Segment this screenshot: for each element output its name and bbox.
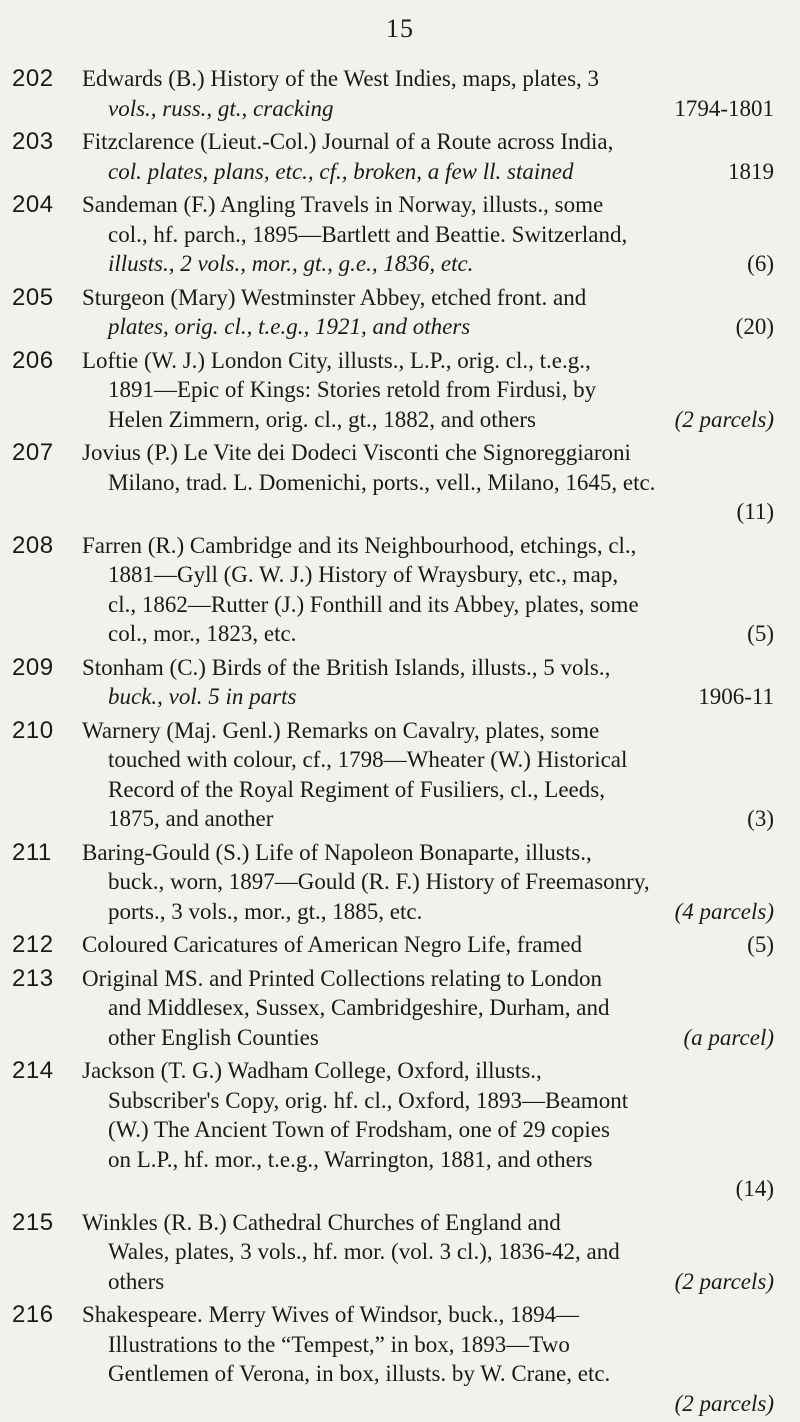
lot-description [82, 190, 774, 279]
lot-quantity: (4 parcels) [674, 898, 774, 924]
description-line [82, 283, 774, 313]
lot-number: 202 [12, 65, 54, 92]
description-line [82, 468, 774, 498]
lot-number: 209 [12, 653, 54, 681]
lot-number: 210 [12, 716, 54, 744]
catalogue-lot [0, 1300, 800, 1418]
line-text: Loftie (W. J.) London City, illusts., L.P., orig. cl., t.e.g., [82, 347, 591, 373]
description-line [82, 497, 774, 527]
lot-description [82, 438, 774, 527]
description-line [82, 775, 774, 805]
lot-quantity: (2 parcels) [674, 406, 774, 432]
description-line [82, 897, 774, 927]
line-text: Helen Zimmern, orig. cl., gt., 1882, and others [108, 406, 536, 432]
line-text: buck., vol. 5 in parts [108, 684, 297, 709]
catalogue-lot [0, 1208, 800, 1297]
description-line [82, 127, 774, 157]
catalogue-lot [0, 930, 800, 960]
line-text: (W.) The Ancient Town of Frodsham, one of 29 copies [108, 1117, 610, 1142]
line-text: Jackson (T. G.) Wadham College, Oxford, illusts., [82, 1058, 542, 1083]
line-text: Illustrations to the “Tempest,” in box, 1893—Two [108, 1331, 570, 1357]
line-text: Record of the Royal Regiment of Fusiliers, cl., Leeds, [108, 776, 605, 802]
description-line [82, 64, 774, 94]
lot-quantity: (a parcel) [683, 1024, 774, 1050]
description-line [82, 220, 774, 250]
lot-number: 211 [12, 838, 52, 866]
line-text: col., hf. parch., 1895—Bartlett and Beattie. Switzerland, [108, 221, 628, 247]
catalogue-lot [0, 964, 800, 1053]
description-line [82, 964, 774, 994]
description-line [82, 1267, 774, 1297]
line-text: col. plates, plans, etc., cf., broken, a few ll. stained [108, 158, 574, 184]
line-text: Subscriber's Copy, orig. hf. cl., Oxford, 1893—Beamont [108, 1087, 629, 1113]
lot-description [82, 346, 774, 435]
line-text: Original MS. and Printed Collections relating to London [82, 965, 602, 991]
line-text: illusts., 2 vols., mor., gt., g.e., 1836, etc. [108, 251, 474, 276]
description-line [82, 249, 774, 279]
line-text: plates, orig. cl., t.e.g., 1921, and others [108, 314, 471, 339]
description-line [82, 1389, 774, 1419]
line-text: Shakespeare. Merry Wives of Windsor, buck., 1894— [82, 1302, 580, 1327]
lot-quantity: (2 parcels) [674, 1390, 774, 1416]
description-line [82, 1208, 774, 1238]
lot-description [82, 64, 774, 123]
lot-quantity: (2 parcels) [674, 1268, 774, 1294]
line-text: 1875, and another [108, 806, 274, 831]
lot-number: 216 [12, 1301, 54, 1328]
line-text: touched with colour, cf., 1798—Wheater (W.) Historical [108, 747, 628, 772]
lot-quantity: 1819 [728, 158, 774, 184]
catalogue-lot [0, 190, 800, 279]
lot-quantity: (3) [747, 806, 774, 831]
lot-quantity: (5) [747, 932, 774, 957]
description-line [82, 838, 774, 868]
line-text: vols., russ., gt., cracking [108, 95, 334, 121]
line-text [108, 1391, 114, 1416]
lot-description [82, 838, 774, 927]
description-line [82, 157, 774, 187]
lot-description [82, 531, 774, 649]
catalogue-lot [0, 127, 800, 186]
description-line [82, 619, 774, 649]
lot-description [82, 653, 774, 712]
line-text: Coloured Caricatures of American Negro Life, framed [82, 932, 583, 957]
line-text: others [108, 1268, 165, 1294]
description-line [82, 1145, 774, 1175]
page-number: 15 [386, 14, 414, 43]
lot-quantity: 1794-1801 [674, 95, 774, 121]
description-line [82, 1359, 774, 1389]
line-text: Sturgeon (Mary) Westminster Abbey, etched front. and [82, 284, 587, 310]
catalogue-lot [0, 531, 800, 649]
description-line [82, 1330, 774, 1360]
lot-list [0, 64, 800, 1422]
line-text: col., mor., 1823, etc. [108, 621, 297, 646]
line-text: 1881—Gyll (G. W. J.) History of Wraysbury, etc., map, [108, 562, 619, 587]
description-line [82, 590, 774, 620]
lot-description [82, 1300, 774, 1418]
description-line [82, 1115, 774, 1145]
lot-quantity: (11) [736, 499, 774, 524]
lot-number: 204 [12, 191, 54, 218]
lot-description [82, 930, 774, 960]
catalogue-lot [0, 838, 800, 927]
description-line [82, 867, 774, 897]
lot-number: 215 [12, 1208, 54, 1236]
line-text: Edwards (B.) History of the West Indies, maps, plates, 3 [82, 66, 600, 91]
description-line [82, 993, 774, 1023]
line-text: Jovius (P.) Le Vite dei Dodeci Visconti che Signoreggiaroni [82, 440, 631, 465]
lot-quantity: 1906-11 [698, 684, 774, 709]
catalogue-lot [0, 716, 800, 834]
description-line [82, 438, 774, 468]
description-line [82, 1300, 774, 1330]
description-line [82, 716, 774, 746]
line-text: ports., 3 vols., mor., gt., 1885, etc. [108, 898, 423, 924]
description-line [82, 745, 774, 775]
line-text: Wales, plates, 3 vols., hf. mor. (vol. 3 cl.), 1836-42, and [108, 1239, 620, 1264]
lot-quantity: (5) [747, 621, 774, 646]
line-text: Farren (R.) Cambridge and its Neighbourhood, etchings, cl., [82, 532, 637, 558]
catalogue-lot [0, 438, 800, 527]
line-text: Milano, trad. L. Domenichi, ports., vell., Milano, 1645, etc. [108, 469, 656, 495]
line-text: Stonham (C.) Birds of the British Islands, illusts., 5 vols., [82, 654, 611, 680]
lot-number: 212 [12, 931, 54, 958]
description-line [82, 1056, 774, 1086]
lot-description [82, 716, 774, 834]
description-line [82, 346, 774, 376]
description-line [82, 190, 774, 220]
lot-description [82, 1056, 774, 1204]
line-text: 1891—Epic of Kings: Stories retold from Firdusi, by [108, 377, 597, 402]
lot-number: 206 [12, 346, 54, 374]
lot-quantity: (20) [735, 314, 774, 339]
description-line [82, 312, 774, 342]
description-line [82, 560, 774, 590]
description-line [82, 94, 774, 124]
line-text: Winkles (R. B.) Cathedral Churches of England and [82, 1209, 561, 1235]
catalogue-lot [0, 64, 800, 123]
description-line [82, 1086, 774, 1116]
line-text: other English Counties [108, 1024, 319, 1050]
description-line [82, 375, 774, 405]
lot-quantity: (14) [735, 1176, 774, 1201]
line-text: Sandeman (F.) Angling Travels in Norway, illusts., some [82, 192, 604, 217]
line-text: Warnery (Maj. Genl.) Remarks on Cavalry, plates, some [82, 717, 600, 743]
lot-number: 213 [12, 964, 54, 992]
description-line [82, 653, 774, 683]
description-line [82, 804, 774, 834]
lot-number: 205 [12, 283, 54, 311]
description-line [82, 1174, 774, 1204]
catalogue-lot [0, 283, 800, 342]
lot-number: 207 [12, 439, 54, 466]
description-line [82, 682, 774, 712]
line-text: and Middlesex, Sussex, Cambridgeshire, Durham, and [108, 995, 610, 1020]
lot-description [82, 1208, 774, 1297]
line-text: buck., worn, 1897—Gould (R. F.) History of Freemasonry, [108, 869, 650, 894]
lot-description [82, 283, 774, 342]
line-text: on L.P., hf. mor., t.e.g., Warrington, 1881, and others [108, 1146, 593, 1172]
lot-description [82, 964, 774, 1053]
line-text: Baring-Gould (S.) Life of Napoleon Bonaparte, illusts., [82, 839, 592, 865]
lot-number: 208 [12, 531, 54, 559]
lot-quantity: (6) [747, 251, 774, 276]
catalogue-lot [0, 346, 800, 435]
line-text: cl., 1862—Rutter (J.) Fonthill and its Abbey, plates, some [108, 591, 639, 617]
description-line [82, 930, 774, 960]
lot-number: 203 [12, 128, 54, 155]
line-text: Fitzclarence (Lieut.-Col.) Journal of a Route across India, [82, 129, 614, 154]
lot-number: 214 [12, 1057, 54, 1084]
catalogue-lot [0, 653, 800, 712]
line-text [108, 499, 114, 524]
line-text [108, 1176, 114, 1201]
description-line [82, 405, 774, 435]
lot-description [82, 127, 774, 186]
description-line [82, 531, 774, 561]
catalogue-lot [0, 1056, 800, 1204]
line-text: Gentlemen of Verona, in box, illusts. by W. Crane, etc. [108, 1361, 611, 1386]
description-line [82, 1023, 774, 1053]
description-line [82, 1237, 774, 1267]
